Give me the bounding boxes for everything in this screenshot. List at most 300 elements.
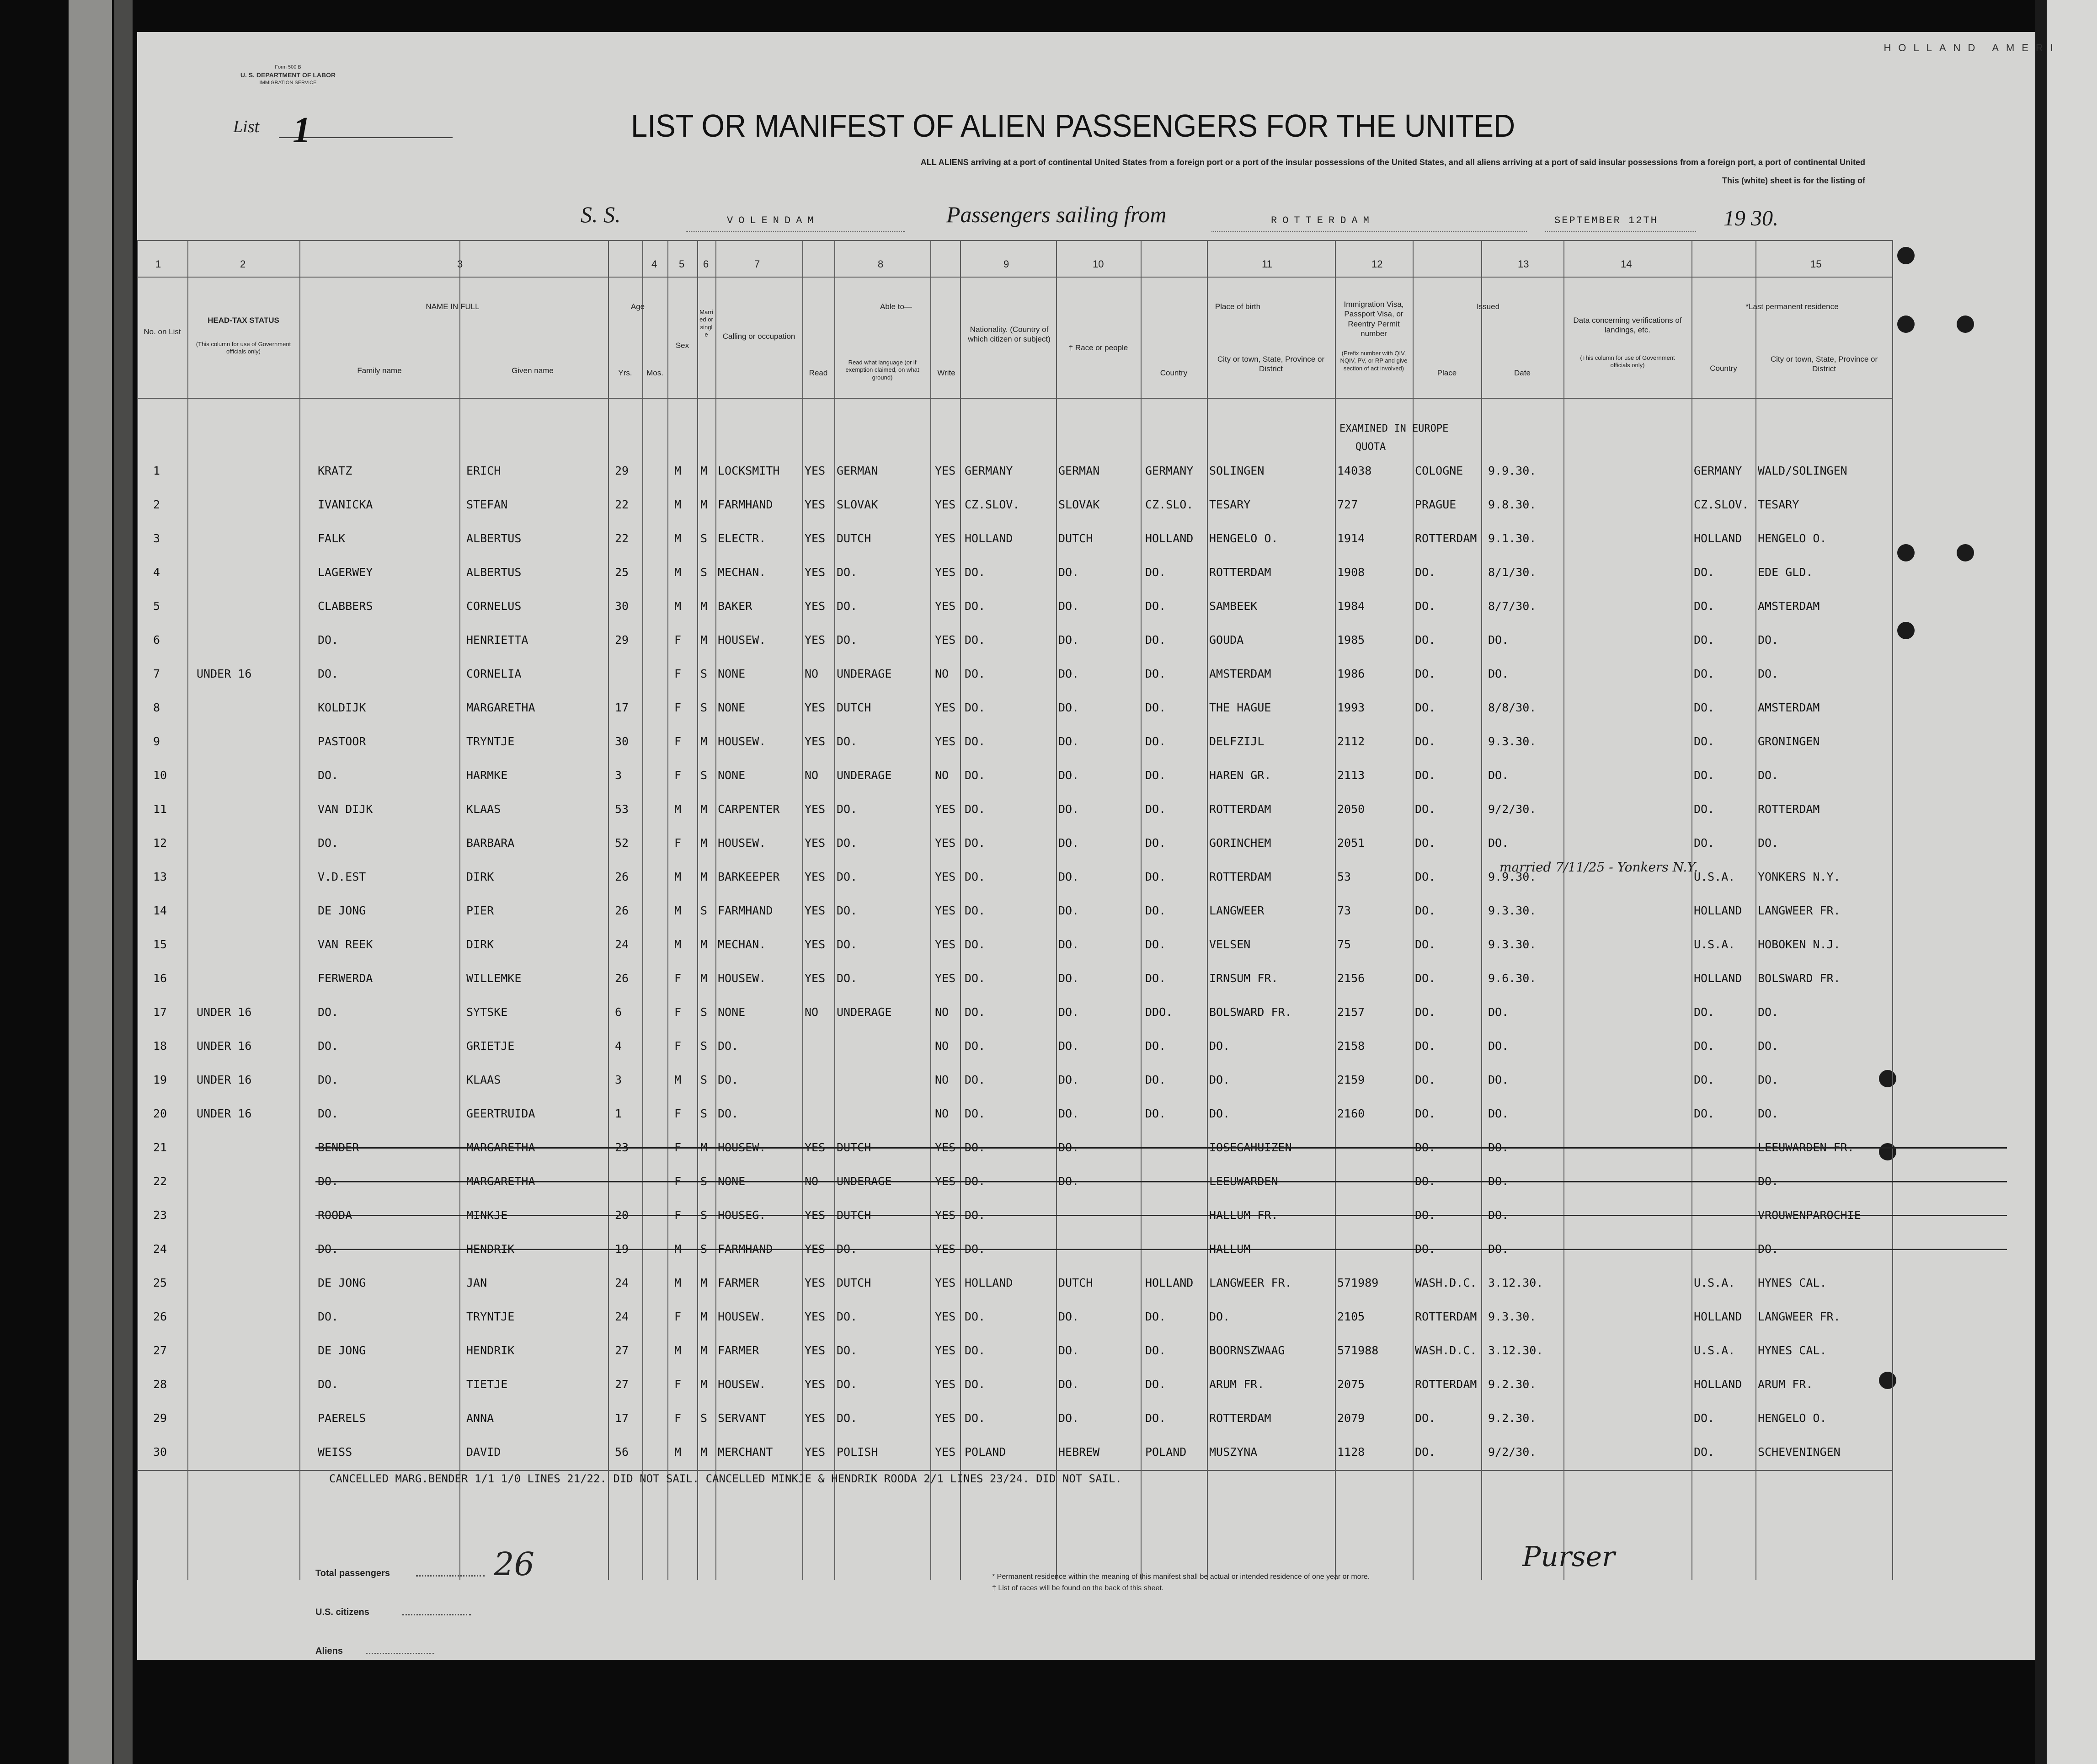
age-years: 27	[615, 1344, 629, 1357]
language: DO.	[837, 1310, 858, 1323]
issued-place: PRAGUE	[1415, 498, 1457, 511]
header-married-single: Married or single	[699, 309, 713, 338]
row-number: 8	[153, 701, 160, 714]
sex: M	[674, 1242, 682, 1256]
visa-number: 1128	[1337, 1445, 1365, 1459]
sex: M	[674, 566, 682, 579]
issued-date: DO.	[1488, 633, 1509, 647]
dots	[366, 1653, 434, 1654]
issued-place: WASH.D.C.	[1415, 1344, 1477, 1357]
residence-city: DO.	[1758, 1107, 1779, 1120]
can-write: YES	[935, 1344, 956, 1357]
race: DO.	[1058, 1039, 1079, 1053]
birth-country: CZ.SLO.	[1145, 498, 1194, 511]
birth-country: DO.	[1145, 599, 1166, 613]
company-name: HOLLAND AMERI	[1884, 42, 2060, 53]
table-row	[137, 523, 1893, 556]
sex: F	[674, 1411, 682, 1425]
us-citizens-label: U.S. citizens	[315, 1607, 369, 1617]
visa-number: 2051	[1337, 836, 1365, 850]
can-write: YES	[935, 802, 956, 816]
nationality: DO.	[965, 802, 986, 816]
birth-city: ROTTERDAM	[1209, 802, 1271, 816]
language: POLISH	[837, 1445, 878, 1459]
issued-date: 9.3.30.	[1488, 735, 1537, 748]
issued-date: DO.	[1488, 1005, 1509, 1019]
col-number: 9	[1003, 258, 1009, 270]
race: DO.	[1058, 1107, 1079, 1120]
form-identifier	[229, 64, 347, 86]
birth-city: AMSTERDAM	[1209, 667, 1271, 680]
given-name: MARGARETHA	[466, 701, 535, 714]
visa-number: 1908	[1337, 566, 1365, 579]
issued-date: 8/8/30.	[1488, 701, 1537, 714]
nationality: DO.	[965, 599, 986, 613]
issued-place: DO.	[1415, 870, 1436, 883]
language: UNDERAGE	[837, 769, 892, 782]
rule	[137, 1470, 1893, 1471]
sex: F	[674, 1310, 682, 1323]
sex: F	[674, 1208, 682, 1222]
can-read: YES	[805, 1310, 826, 1323]
row-number: 28	[153, 1378, 167, 1391]
birth-city: DELFZIJL	[1209, 735, 1265, 748]
row-number: 20	[153, 1107, 167, 1120]
header-no-on-list: No. on List	[144, 327, 181, 336]
race: DO.	[1058, 904, 1079, 917]
row-number: 29	[153, 1411, 167, 1425]
issued-date: 9.8.30.	[1488, 498, 1537, 511]
family-name: PAERELS	[318, 1411, 366, 1425]
issued-place: DO.	[1415, 667, 1436, 680]
manifest-subtitle-2: This (white) sheet is for the listing of	[1722, 176, 1865, 185]
sex: F	[674, 1141, 682, 1154]
row-number: 27	[153, 1344, 167, 1357]
residence-city: AMSTERDAM	[1758, 701, 1820, 714]
nationality: DO.	[965, 1344, 986, 1357]
birth-country: DO.	[1145, 1107, 1166, 1120]
list-number: 1	[293, 110, 311, 150]
can-read: YES	[805, 566, 826, 579]
issued-date: 3.12.30.	[1488, 1276, 1543, 1289]
sex: F	[674, 735, 682, 748]
sex: M	[674, 904, 682, 917]
issued-date: 9.3.30.	[1488, 904, 1537, 917]
residence-city: DO.	[1758, 633, 1779, 647]
table-row	[137, 827, 1893, 861]
family-name: BENDER	[318, 1141, 359, 1154]
can-read: YES	[805, 1411, 826, 1425]
given-name: TIETJE	[466, 1378, 508, 1391]
binding-shadow	[114, 0, 133, 1764]
birth-city: BOORNSZWAAG	[1209, 1344, 1285, 1357]
birth-city: ROTTERDAM	[1209, 566, 1271, 579]
residence-country: GERMANY	[1694, 464, 1742, 477]
given-name: GRIETJE	[466, 1039, 515, 1053]
nationality: DO.	[965, 870, 986, 883]
can-read: YES	[805, 464, 826, 477]
age-years: 26	[615, 904, 629, 917]
rule	[137, 398, 1893, 399]
can-write: YES	[935, 701, 956, 714]
sex: F	[674, 667, 682, 680]
sex: F	[674, 1039, 682, 1053]
family-name: DO.	[318, 1073, 339, 1086]
family-name: DO.	[318, 1107, 339, 1120]
occupation: HOUSEW.	[718, 972, 766, 985]
language: UNDERAGE	[837, 1175, 892, 1188]
can-write: YES	[935, 1175, 956, 1188]
residence-country: DO.	[1694, 599, 1715, 613]
row-number: 19	[153, 1073, 167, 1086]
residence-country: DO.	[1694, 566, 1715, 579]
nationality: DO.	[965, 1039, 986, 1053]
can-read: YES	[805, 1141, 826, 1154]
table-row	[137, 1064, 1893, 1098]
birth-city: BOLSWARD FR.	[1209, 1005, 1292, 1019]
residence-city: LANGWEER FR.	[1758, 1310, 1841, 1323]
birth-country: GERMANY	[1145, 464, 1194, 477]
occupation: NONE	[718, 1005, 746, 1019]
language: GERMAN	[837, 464, 878, 477]
row-number: 11	[153, 802, 167, 816]
nationality: DO.	[965, 566, 986, 579]
given-name: MARGARETHA	[466, 1141, 535, 1154]
can-write: YES	[935, 1411, 956, 1425]
table-row	[137, 726, 1893, 759]
binding-strip	[69, 0, 112, 1764]
can-read: NO	[805, 769, 819, 782]
sex: F	[674, 1175, 682, 1188]
can-write: NO	[935, 769, 949, 782]
service: IMMIGRATION SERVICE	[259, 80, 317, 86]
given-name: HENDRIK	[466, 1344, 515, 1357]
nationality: DO.	[965, 633, 986, 647]
birth-country: HOLLAND	[1145, 1276, 1194, 1289]
nationality: DO.	[965, 1242, 986, 1256]
age-years: 30	[615, 735, 629, 748]
sex: F	[674, 836, 682, 850]
table-row	[137, 455, 1893, 489]
residence-city: EDE GLD.	[1758, 566, 1813, 579]
issued-date: 9.3.30.	[1488, 1310, 1537, 1323]
race: DO.	[1058, 735, 1079, 748]
department: U. S. DEPARTMENT OF LABOR	[240, 71, 336, 79]
ship-underline	[686, 231, 905, 232]
birth-country: DO.	[1145, 667, 1166, 680]
issued-place: DO.	[1415, 972, 1436, 985]
can-write: YES	[935, 972, 956, 985]
row-number: 16	[153, 972, 167, 985]
issued-place: COLOGNE	[1415, 464, 1463, 477]
issued-date: 9/2/30.	[1488, 1445, 1537, 1459]
race: DO.	[1058, 769, 1079, 782]
residence-country: DO.	[1694, 836, 1715, 850]
table-row	[137, 489, 1893, 523]
age-years: 30	[615, 599, 629, 613]
row-number: 17	[153, 1005, 167, 1019]
race: DO.	[1058, 1411, 1079, 1425]
visa-number: 1984	[1337, 599, 1365, 613]
issued-place: DO.	[1415, 1005, 1436, 1019]
header-visa: Immigration Visa, Passport Visa, or Reentry Permit number	[1344, 300, 1404, 338]
birth-city: DO.	[1209, 1039, 1230, 1053]
birth-city: HENGELO O.	[1209, 532, 1278, 545]
residence-city: DO.	[1758, 1242, 1779, 1256]
age-years: 1	[615, 1107, 622, 1120]
sex: M	[674, 464, 682, 477]
birth-country: DO.	[1145, 870, 1166, 883]
table-row	[137, 1335, 1893, 1368]
issued-place: ROTTERDAM	[1415, 1378, 1477, 1391]
family-name: DO.	[318, 667, 339, 680]
given-name: STEFAN	[466, 498, 508, 511]
occupation: HOUSEW.	[718, 735, 766, 748]
cancelled-note: CANCELLED MARG.BENDER 1/1 1/0 LINES 21/22. DID NOT SAIL. CANCELLED MINKJE & HENDRIK ROODA 2/1 LINES 23/24. DID NOT SAIL.	[329, 1472, 1122, 1485]
race: DO.	[1058, 1310, 1079, 1323]
ship-name: VOLENDAM	[727, 215, 819, 226]
race: DO.	[1058, 633, 1079, 647]
issued-date: 9.3.30.	[1488, 938, 1537, 951]
issued-date: DO.	[1488, 836, 1509, 850]
language: DO.	[837, 735, 858, 748]
birth-city: DO.	[1209, 1107, 1230, 1120]
race: SLOVAK	[1058, 498, 1100, 511]
birth-country: DO.	[1145, 1039, 1166, 1053]
table-row	[137, 895, 1893, 929]
issued-date: 9.9.30.	[1488, 464, 1537, 477]
total-passengers-label: Total passengers	[315, 1568, 390, 1578]
issued-date: DO.	[1488, 667, 1509, 680]
issued-date: 8/1/30.	[1488, 566, 1537, 579]
nationality: DO.	[965, 904, 986, 917]
row-number: 15	[153, 938, 167, 951]
birth-city: LANGWEER	[1209, 904, 1265, 917]
nationality: HOLLAND	[965, 1276, 1013, 1289]
header-read: Read	[809, 369, 828, 377]
age-years: 56	[615, 1445, 629, 1459]
marital-status: S	[700, 1208, 708, 1222]
header-issued: Issued	[1476, 302, 1500, 311]
issued-date: DO.	[1488, 1039, 1509, 1053]
language: DO.	[837, 1411, 858, 1425]
family-name: DO.	[318, 1005, 339, 1019]
birth-country: DO.	[1145, 1411, 1166, 1425]
can-write: YES	[935, 532, 956, 545]
occupation: HOUSEW.	[718, 1141, 766, 1154]
age-years: 25	[615, 566, 629, 579]
punch-hole	[1897, 544, 1915, 561]
age-years: 3	[615, 1073, 622, 1086]
language: DO.	[837, 599, 858, 613]
table-row	[137, 1368, 1893, 1402]
residence-city: LANGWEER FR.	[1758, 904, 1841, 917]
language: DO.	[837, 904, 858, 917]
sex: M	[674, 1344, 682, 1357]
language: DUTCH	[837, 1276, 871, 1289]
issued-place: DO.	[1415, 566, 1436, 579]
issued-date: DO.	[1488, 1175, 1509, 1188]
issued-place: DO.	[1415, 735, 1436, 748]
sailing-year: 19 30.	[1723, 206, 1778, 230]
can-read: YES	[805, 701, 826, 714]
port-underline	[1211, 231, 1527, 232]
header-language: Read what language (or if exemption claimed, on what ground)	[845, 359, 919, 381]
marital-status: M	[700, 938, 708, 951]
table-row	[137, 1301, 1893, 1335]
marital-status: S	[700, 566, 708, 579]
row-number: 7	[153, 667, 160, 680]
birth-country: DDO.	[1145, 1005, 1173, 1019]
given-name: HENDRIK	[466, 1242, 515, 1256]
age-years: 26	[615, 972, 629, 985]
marital-status: M	[700, 1276, 708, 1289]
given-name: ERICH	[466, 464, 501, 477]
can-write: YES	[935, 464, 956, 477]
aliens-label: Aliens	[315, 1646, 343, 1656]
given-name: KLAAS	[466, 802, 501, 816]
row-number: 2	[153, 498, 160, 511]
residence-city: DO.	[1758, 667, 1779, 680]
family-name: DO.	[318, 769, 339, 782]
nationality: DO.	[965, 1107, 986, 1120]
header-birth-city: City or town, State, Province or District	[1217, 355, 1325, 374]
head-tax-status: UNDER 16	[197, 1039, 252, 1053]
age-years: 26	[615, 870, 629, 883]
given-name: JAN	[466, 1276, 487, 1289]
row-number: 25	[153, 1276, 167, 1289]
residence-country: HOLLAND	[1694, 532, 1742, 545]
birth-city: HALLUM	[1209, 1242, 1251, 1256]
visa-number: 2113	[1337, 769, 1365, 782]
punch-hole	[1957, 315, 1974, 333]
table-row	[137, 1098, 1893, 1132]
can-write: NO	[935, 1039, 949, 1053]
issued-place: ROTTERDAM	[1415, 1310, 1477, 1323]
language: DO.	[837, 836, 858, 850]
visa-number: 1986	[1337, 667, 1365, 680]
sex: M	[674, 1276, 682, 1289]
birth-country: DO.	[1145, 802, 1166, 816]
occupation: FARMHAND	[718, 904, 773, 917]
issued-place: DO.	[1415, 769, 1436, 782]
issued-place: DO.	[1415, 802, 1436, 816]
residence-city: HENGELO O.	[1758, 532, 1827, 545]
residence-city: WALD/SOLINGEN	[1758, 464, 1847, 477]
occupation: NONE	[718, 667, 746, 680]
occupation: FARMER	[718, 1276, 759, 1289]
occupation: SERVANT	[718, 1411, 766, 1425]
occupation: DO.	[718, 1039, 739, 1053]
visa-number: 2105	[1337, 1310, 1365, 1323]
visa-number: 2160	[1337, 1107, 1365, 1120]
can-read: NO	[805, 667, 819, 680]
residence-country: U.S.A.	[1694, 870, 1735, 883]
given-name: MARGARETHA	[466, 1175, 535, 1188]
language: DO.	[837, 1242, 858, 1256]
table-row	[137, 556, 1893, 590]
given-name: CORNELIA	[466, 667, 522, 680]
birth-city: THE HAGUE	[1209, 701, 1271, 714]
col-number: 12	[1371, 258, 1383, 270]
visa-number: 2159	[1337, 1073, 1365, 1086]
sex: M	[674, 532, 682, 545]
visa-number: 75	[1337, 938, 1351, 951]
residence-city: HOBOKEN N.J.	[1758, 938, 1841, 951]
header-mos: Mos.	[646, 369, 663, 377]
race: DUTCH	[1058, 532, 1093, 545]
birth-city: GORINCHEM	[1209, 836, 1271, 850]
table-row	[137, 1436, 1893, 1470]
header-race: † Race or people	[1068, 343, 1128, 352]
can-write: YES	[935, 904, 956, 917]
visa-number: 727	[1337, 498, 1358, 511]
nationality: DO.	[965, 1208, 986, 1222]
residence-city: HENGELO O.	[1758, 1411, 1827, 1425]
birth-country: DO.	[1145, 566, 1166, 579]
occupation: HOUSEW.	[718, 633, 766, 647]
age-years: 17	[615, 1411, 629, 1425]
occupation: HOUSEW.	[718, 836, 766, 850]
residence-country: HOLLAND	[1694, 972, 1742, 985]
residence-city: SCHEVENINGEN	[1758, 1445, 1841, 1459]
dots	[402, 1614, 471, 1615]
birth-city: DO.	[1209, 1310, 1230, 1323]
given-name: WILLEMKE	[466, 972, 522, 985]
residence-city: DO.	[1758, 1005, 1779, 1019]
marital-status: S	[700, 1175, 708, 1188]
table-row	[137, 590, 1893, 624]
family-name: ROODA	[318, 1208, 352, 1222]
col-number: 7	[754, 258, 760, 270]
can-read: YES	[805, 904, 826, 917]
birth-country: DO.	[1145, 769, 1166, 782]
sex: M	[674, 802, 682, 816]
family-name: WEISS	[318, 1445, 352, 1459]
purser-signature: Purser	[1522, 1541, 1615, 1573]
visa-number: 14038	[1337, 464, 1372, 477]
header-residence: *Last permanent residence	[1745, 302, 1839, 311]
row-number: 9	[153, 735, 160, 748]
row-number: 1	[153, 464, 160, 477]
family-name: LAGERWEY	[318, 566, 373, 579]
can-write: YES	[935, 938, 956, 951]
marital-status: M	[700, 599, 708, 613]
sex: F	[674, 633, 682, 647]
race: DO.	[1058, 667, 1079, 680]
occupation: NONE	[718, 701, 746, 714]
col-number: 6	[703, 258, 709, 270]
occupation: DO.	[718, 1107, 739, 1120]
birth-country: DO.	[1145, 904, 1166, 917]
can-write: YES	[935, 566, 956, 579]
birth-country: HOLLAND	[1145, 532, 1194, 545]
given-name: HENRIETTA	[466, 633, 528, 647]
given-name: PIER	[466, 904, 494, 917]
row-number: 24	[153, 1242, 167, 1256]
nationality: DO.	[965, 1175, 986, 1188]
issued-place: DO.	[1415, 1445, 1436, 1459]
birth-city: SOLINGEN	[1209, 464, 1265, 477]
can-read: YES	[805, 735, 826, 748]
header-head-tax-note: (This column for use of Government officials only)	[196, 341, 291, 355]
can-write: YES	[935, 498, 956, 511]
married-note: married 7/11/25 - Yonkers N.Y.	[1499, 860, 1698, 875]
issued-place: DO.	[1415, 836, 1436, 850]
issued-date: DO.	[1488, 1141, 1509, 1154]
given-name: TRYNTJE	[466, 1310, 515, 1323]
header-yrs: Yrs.	[618, 369, 632, 377]
